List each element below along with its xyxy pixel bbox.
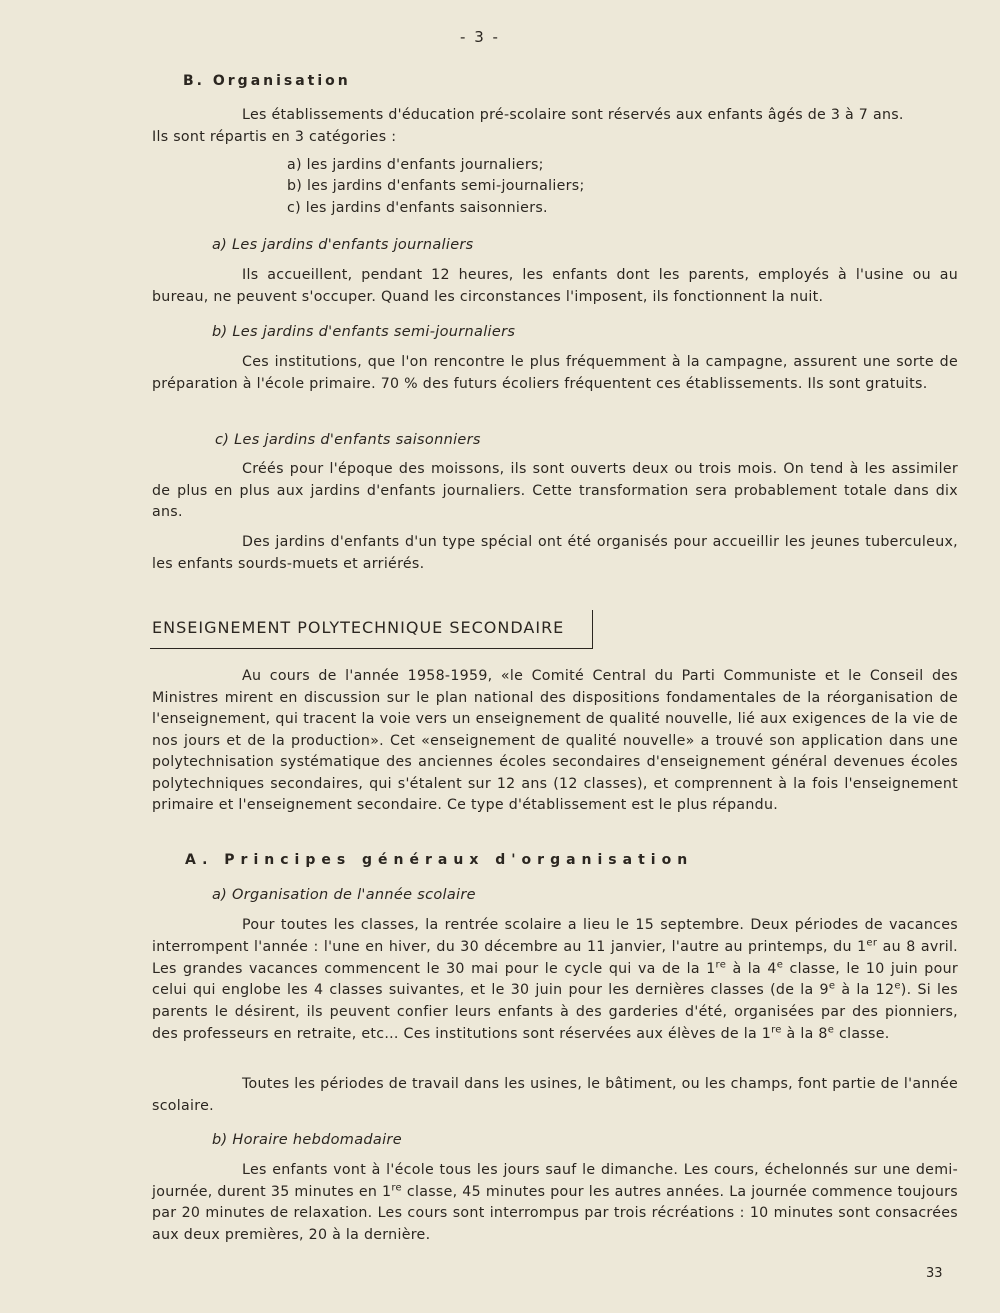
superscript: re	[715, 958, 727, 970]
superscript: re	[771, 1024, 782, 1036]
superscript: er	[866, 937, 878, 949]
text-run: à la 4	[726, 960, 777, 977]
paragraph-annee-scolaire	[152, 915, 958, 1046]
section-title-box	[150, 610, 593, 649]
organisation-intro	[152, 105, 958, 148]
category-item-b: b) les jardins d'enfants semi-journaliers;	[287, 178, 585, 194]
paragraph-semi-journaliers: Ces institutions, que l'on rencontre le plus fréquemment à la campagne, assurent une sorte de préparation à l'école primaire. 70 % des futurs écoliers fréquentent ces établissements. Ils sont gratuits.	[152, 354, 958, 392]
text-run: Les enfants vont à l'école tous les jours sauf le dimanche. Les cours, échelonnés sur une demi-journée, durent 35 minutes en 1	[152, 1162, 958, 1200]
superscript: e	[894, 980, 901, 992]
paragraph-saisonniers: Créés pour l'époque des moissons, ils sont ouverts deux ou trois mois. On tend à les assimiler de plus en plus aux jardins d'enfants journaliers. Cette transformation sera probablement totale dans dix ans.	[152, 461, 958, 520]
paragraph-horaire	[152, 1160, 958, 1246]
category-item-a: a) les jardins d'enfants journaliers;	[287, 157, 544, 173]
subheading-saisonniers: c) Les jardins d'enfants saisonniers	[215, 432, 481, 448]
category-item-c: c) les jardins d'enfants saisonniers.	[287, 200, 548, 216]
organisation-intro-line-2: Ils sont répartis en 3 catégories :	[152, 128, 397, 145]
superscript: e	[827, 1024, 835, 1036]
text-run: classe, 45 minutes pour les autres années. La journée commence toujours par 20 minutes de relaxation. Les cours sont interrompus par trois récréations : 10 minutes sont consacrées aux deux premières, 20 à la dernière.	[152, 1183, 958, 1243]
superscript: e	[776, 958, 784, 970]
section-title: ENSEIGNEMENT POLYTECHNIQUE SECONDAIRE	[152, 618, 565, 637]
page-number-top: - 3 -	[460, 28, 500, 46]
text-run: classe, le 10 juin pour celui qui englobe les 4 classes suivantes, et le 30 juin pour les dernières classes (de la 9	[152, 960, 958, 999]
subheading-horaire: b) Horaire hebdomadaire	[212, 1132, 402, 1148]
text-run: ). Si les parents le désirent, ils peuvent confier leurs enfants à des garderies d'été, organisées par des pionniers, des professeurs en retraite, etc... Ces institutions sont réservées aux élèves de la 1	[152, 982, 958, 1042]
subheading-annee-scolaire: a) Organisation de l'année scolaire	[212, 887, 476, 903]
paragraph-journaliers: Ils accueillent, pendant 12 heures, les enfants dont les parents, employés à l'usine ou au bureau, ne peuvent s'occuper. Quand les circonstances l'imposent, ils fonctionnent la nuit.	[152, 267, 958, 305]
paragraph-special: Des jardins d'enfants d'un type spécial ont été organisés pour accueillir les jeunes tuberculeux, les enfants sourds-muets et arriérés.	[152, 534, 958, 572]
organisation-intro-line-1: Les établissements d'éducation pré-scolaire sont réservés aux enfants âgés de 3 à 7 ans.	[242, 107, 904, 123]
text-run: à la 12	[835, 982, 895, 999]
text-run: Pour toutes les classes, la rentrée scolaire a lieu le 15 septembre. Deux périodes de vacances interrompent l'année : l'une en hiver, du 30 décembre au 11 janvier, l'autre au printemps, du 1	[152, 917, 958, 955]
superscript: e	[828, 980, 836, 992]
heading-organisation: B. Organisation	[183, 73, 351, 89]
heading-principes: A. Principes généraux d'organisation	[185, 852, 694, 868]
subheading-semi-journaliers: b) Les jardins d'enfants semi-journaliers	[212, 324, 516, 340]
text-run: classe.	[834, 1025, 890, 1042]
text-run: au 8 avril. Les grandes vacances commencent le 30 mai pour le cycle qui va de la 1	[152, 938, 958, 977]
subheading-journaliers: a) Les jardins d'enfants journaliers	[212, 237, 474, 253]
page-number-bottom: 33	[926, 1266, 943, 1281]
superscript: re	[391, 1181, 402, 1193]
paragraph-periodes-travail: Toutes les périodes de travail dans les usines, le bâtiment, ou les champs, font partie de l'année scolaire.	[152, 1076, 958, 1114]
paragraph-section-intro: Au cours de l'année 1958-1959, «le Comité Central du Parti Communiste et le Conseil des Ministres mirent en discussion sur le plan national des dispositions fondamentales de la réorganisation de l'enseignement, qui tracent la voie vers un enseignement de qualité nouvelle, lié aux exigences de la vie de nos jours et de la production». Cet «enseignement de qualité nouvelle» a trouvé son application dans une polytechnisation systématique des anciennes écoles secondaires d'enseignement général devenues écoles polytechniques secondaires, qui s'étalent sur 12 ans (12 classes), et comprennent à la fois l'enseignement primaire et l'enseignement secondaire. Ce type d'établissement est le plus répandu.	[152, 668, 958, 813]
text-run: à la 8	[781, 1025, 828, 1042]
